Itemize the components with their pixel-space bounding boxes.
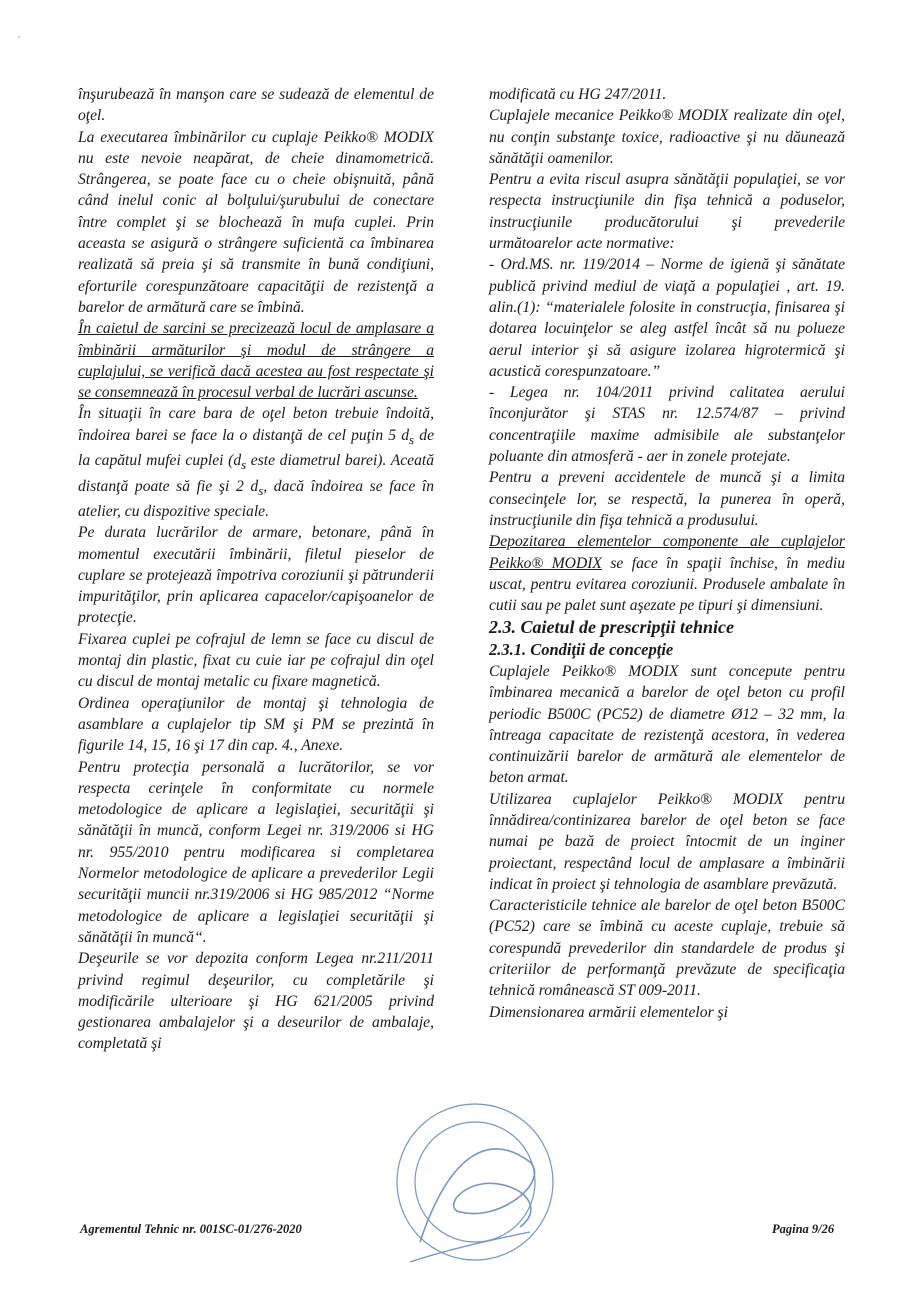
paragraph: Caracteristicile tehnice ale barelor de oţel beton B500C (PC52) care se îmbină cu aceste cuplaje, trebuie să corespundă prevederilor din standardele de produs şi criteriilor de performanţă prevăzute de specificaţia tehnică românească ST 009-2011. bbox=[489, 897, 845, 1000]
paragraph: modificată cu HG 247/2011. bbox=[489, 86, 667, 103]
footer-page-number: Pagina 9/26 bbox=[772, 1222, 835, 1236]
paragraph: înşurubează în manşon care se sudează de elementul de oţel. bbox=[78, 86, 434, 125]
paragraph: Dimensionarea armării elementelor şi bbox=[489, 1003, 728, 1021]
paragraph: În situaţii în care bara de oţel beton trebuie îndoită, îndoirea barei se face la o distanţă de cel puţin 5 $d_s$ de la capătul mufei cuplei ($d_s$ este diametrul barei). Aceată distanţă poate să fie şi 2 $d_s$, dacă îndoirea se face în atelier, cu dispozitive speciale. bbox=[78, 405, 435, 520]
right-column bbox=[489, 84, 845, 1023]
paragraph: Pentru a preveni accidentele de muncă şi a limita consecinţele lor, se respectă, la punerea în operă, instrucţiunile din fişa tehnică a produsului. bbox=[489, 469, 845, 529]
paragraph: Cuplajele mecanice Peikko® MODIX realizate din oţel, nu conţin substanţe toxice, radioactive şi nu dăunează sănătăţii oamenilor. bbox=[489, 107, 845, 167]
paragraph: Utilizarea cuplajelor Peikko® MODIX pentru înnădirea/continizarea barelor de oţel beton se face numai pe bază de proiect întocmit de un inginer proiectant, respectând locul de amplasare a îmbinării indicat în proiect şi tehnologia de asamblare prevăzută. bbox=[489, 790, 845, 893]
subsection-heading: 2.3.1. Condiţii de concepţie bbox=[489, 640, 674, 660]
scan-mark bbox=[18, 36, 20, 38]
paragraph: La executarea îmbinărilor cu cuplaje Peikko® MODIX nu este nevoie neapărat, de cheie dinamometrică. Strângerea, se poate face cu o cheie obişnuită, până când inelul conic al bolţului/şurubului de conectare între complet şi se blochează în mufa cuplei. Prin aceasta se asigură o strângere suficientă ca îmbinarea realizată să preia şi să transmite în bună condiţiuni, eforturile corespunzătoare capacităţii de rezistenţă a barelor de armătură care se îmbină. bbox=[78, 128, 434, 316]
stamp-signature-icon bbox=[380, 1092, 570, 1292]
paragraph: - Ord.MS. nr. 119/2014 – Norme de igienă şi sănătate publică privind mediul de viaţă a populaţiei , art. 19. alin.(1): “materialele folosite in construcţia, finisarea şi dotarea locuinţelor se aleg astfel încât să nu polueze aerul interior şi să asigure izolarea higrotermică şi acustică corespunzatoare.” bbox=[489, 256, 845, 380]
paragraph-underlined: În caietul de sarcini se precizează locul de amplasare a îmbinării armăturilor şi modul de strângere a cuplajului, se verifică dacă acestea au fost respectate şi se consemnează în procesul verbal de lucrări ascunse. bbox=[78, 320, 434, 402]
paragraph: Ordinea operaţiunilor de montaj şi tehnologia de asamblare a cuplajelor tip SM şi PM se prezintă în figurile 14, 15, 16 şi 17 din cap. 4., Anexe. bbox=[78, 694, 434, 755]
paragraph: Depozitarea elementelor componente ale cuplajelor Peikko® MODIX se face în spaţii închise, în mediu uscat, pentru evitarea coroziunii. Produsele ambalate în cutii sau pe palet sunt aşezate pe tipuri şi dimensiuni. bbox=[489, 533, 845, 615]
section-heading: 2.3. Caietul de prescripţii tehnice bbox=[489, 617, 734, 638]
paragraph: Deşeurile se vor depozita conform Legea nr.211/2011 privind regimul deşeurilor, cu completările şi modificările ulterioare şi HG 621/2005 privind gestionarea ambalajelor şi a deseurilor de ambalaje, completată şi bbox=[78, 950, 434, 1053]
underlined-lead: Depozitarea elementelor componente ale cuplajelor Peikko® MODIX bbox=[489, 533, 845, 572]
paragraph: Cuplajele Peikko® MODIX sunt concepute pentru îmbinarea mecanică a barelor de oţel beton cu profil periodic B500C (PC52) de diametre Ø12 – 32 mm, la întreaga capacitate de rezistenţă acestora, în vederea continuizării barelor de armătură ale elementelor de beton armat. bbox=[489, 662, 845, 787]
footer-document-id: Agrementul Tehnic nr. 001SC-01/276-2020 bbox=[80, 1222, 302, 1236]
paragraph: Pentru a evita riscul asupra sănătăţii populaţiei, se vor respecta instrucţiunile din fişa tehnică a poduselor, instrucţiunile producătorului şi prevederile următoarelor acte normative: bbox=[489, 171, 845, 253]
paragraph: - Legea nr. 104/2011 privind calitatea aerului înconjurător şi STAS nr. 12.574/87 – privind concentraţiile maxime admisibile ale substanţelor poluante din atmosferă - aer in zonele protejate. bbox=[489, 384, 845, 466]
left-column bbox=[78, 84, 434, 1055]
paragraph: Fixarea cuplei pe cofrajul de lemn se face cu discul de montaj din plastic, fixat cu cuie iar pe cofrajul din oţel cu discul de montaj metalic cu fixare magnetică. bbox=[78, 630, 434, 691]
paragraph: Pe durata lucrărilor de armare, betonare, până în momentul executării îmbinării, filetul pieselor de cuplare se protejează împotriva coroziunii şi pătrunderii impurităţilor, prin aplicarea capacelor/capişoanelor de protecţie. bbox=[78, 524, 434, 627]
paragraph: Pentru protecţia personală a lucrătorilor, se vor respecta cerinţele în conformitate cu normele metodologice de aplicare a legislaţiei, securităţii şi sănătăţii în muncă, conform Legei nr. 319/2006 si HG nr. 955/2010 pentru modificarea si completarea Normelor metodologice de aplicare a prevederilor Legii securităţii muncii nr.319/2006 si HG 985/2012 “Norme metodologice de aplicare a legislaţiei securităţii şi sănătăţii în muncă“. bbox=[78, 758, 434, 946]
